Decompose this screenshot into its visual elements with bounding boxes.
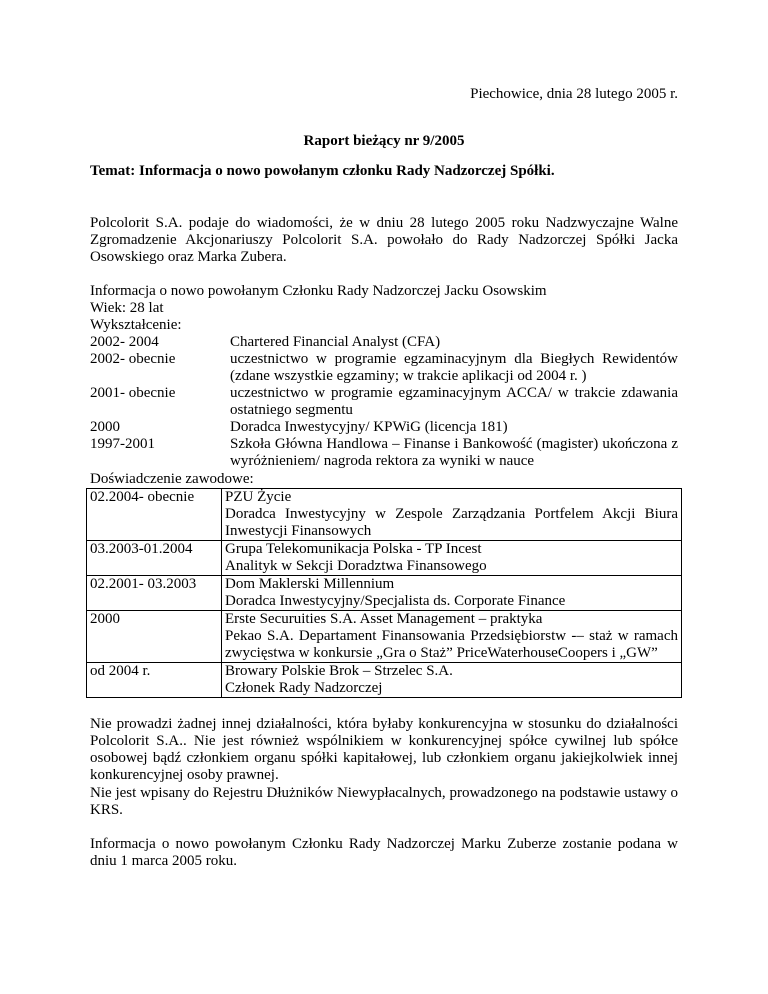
debtors-paragraph: Nie jest wpisany do Rejestru Dłużników Niewypłacalnych, prowadzonego na podstawie ustawy o KRS. <box>90 785 678 818</box>
table-row <box>87 576 682 611</box>
experience-details <box>222 576 682 611</box>
education-label: Wykształcenie: <box>90 317 182 333</box>
education-item <box>90 436 678 470</box>
intro-paragraph: Polcolorit S.A. podaje do wiadomości, że w dniu 28 lutego 2005 roku Nadzwyczajne Walne Zgromadzenie Akcjonariuszy Polcolorit S.A. powołało do Rady Nadzorczej Spółki Jacka Osowskiego oraz Marka Zubera. <box>90 215 678 265</box>
dateline: Piechowice, dnia 28 lutego 2005 r. <box>470 86 678 102</box>
closing-paragraph: Informacja o nowo powołanym Członku Rady Nadzorczej Marku Zuberze zostanie podana w dniu 1 marca 2005 roku. <box>90 836 678 869</box>
experience-period: 2000 <box>87 611 222 663</box>
employer: Browary Polskie Brok – Strzelec S.A. <box>225 663 453 679</box>
experience-details <box>222 541 682 576</box>
education-list <box>90 334 678 470</box>
education-desc: Szkoła Główna Handlowa – Finanse i Bankowość (magister) ukończona z wyróżnieniem/ nagroda rektora za wyniki w nauce <box>230 436 678 469</box>
experience-details <box>222 611 682 663</box>
experience-period: 02.2004- obecnie <box>87 489 222 541</box>
position: Doradca Inwestycyjny/Specjalista ds. Corporate Finance <box>225 593 566 609</box>
experience-period: 02.2001- 03.2003 <box>87 576 222 611</box>
table-row <box>87 489 682 541</box>
table-row <box>87 611 682 663</box>
education-item <box>90 385 678 419</box>
position: Analityk w Sekcji Doradztwa Finansowego <box>225 558 487 574</box>
education-item <box>90 351 678 385</box>
education-item <box>90 419 678 436</box>
report-subject: Temat: Informacja o nowo powołanym członku Rady Nadzorczej Spółki. <box>90 163 555 179</box>
table-row <box>87 541 682 576</box>
education-period: 2001- obecnie <box>90 385 176 401</box>
position: Członek Rady Nadzorczej <box>225 680 383 696</box>
education-desc: Doradca Inwestycyjny/ KPWiG (licencja 181) <box>230 419 508 435</box>
employer: Dom Maklerski Millennium <box>225 576 395 592</box>
member-heading: Informacja o nowo powołanym Członku Rady Nadzorczej Jacku Osowskim <box>90 283 547 299</box>
experience-details <box>222 489 682 541</box>
table-row <box>87 663 682 698</box>
employer: Grupa Telekomunikacja Polska - TP Incest <box>225 541 482 557</box>
employer: Erste Securuities S.A. Asset Management – praktyka <box>225 611 543 627</box>
education-desc: uczestnictwo w programie egzaminacyjnym dla Biegłych Rewidentów (zdane wszystkie egzaminy; w trakcie aplikacji od 2004 r. ) <box>230 351 678 384</box>
employer: PZU Życie <box>225 489 292 505</box>
position: Doradca Inwestycyjny w Zespole Zarządzania Portfelem Akcji Biura Inwestycji Finansowych <box>225 506 678 539</box>
education-period: 2002- 2004 <box>90 334 159 350</box>
experience-period: od 2004 r. <box>87 663 222 698</box>
experience-label: Doświadczenie zawodowe: <box>90 471 254 487</box>
education-period: 2000 <box>90 419 120 435</box>
position: Pekao S.A. Departament Finansowania Przedsiębiorstw -– staż w ramach zwycięstwa w konkursie „Gra o Staż” PriceWaterhouseCoopers i „GW” <box>225 628 678 661</box>
experience-details <box>222 663 682 698</box>
education-desc: Chartered Financial Analyst (CFA) <box>230 334 441 350</box>
education-period: 2002- obecnie <box>90 351 176 367</box>
competition-paragraph: Nie prowadzi żadnej innej działalności, która byłaby konkurencyjna w stosunku do działalności Polcolorit S.A.. Nie jest również wspólnikiem w konkurencyjnej spółce cywilnej lub spółce osobowej bądź członkiem organu spółki kapitałowej, lub członkiem organu jakiejkolwiek innej konkurencyjnej osoby prawnej. <box>90 716 678 783</box>
experience-table <box>86 488 682 698</box>
member-age: Wiek: 28 lat <box>90 300 164 316</box>
education-desc: uczestnictwo w programie egzaminacyjnym ACCA/ w trakcie zdawania ostatniego segmentu <box>230 385 678 418</box>
education-item <box>90 334 678 351</box>
education-period: 1997-2001 <box>90 436 155 452</box>
experience-period: 03.2003-01.2004 <box>87 541 222 576</box>
report-title: Raport bieżący nr 9/2005 <box>303 133 465 149</box>
